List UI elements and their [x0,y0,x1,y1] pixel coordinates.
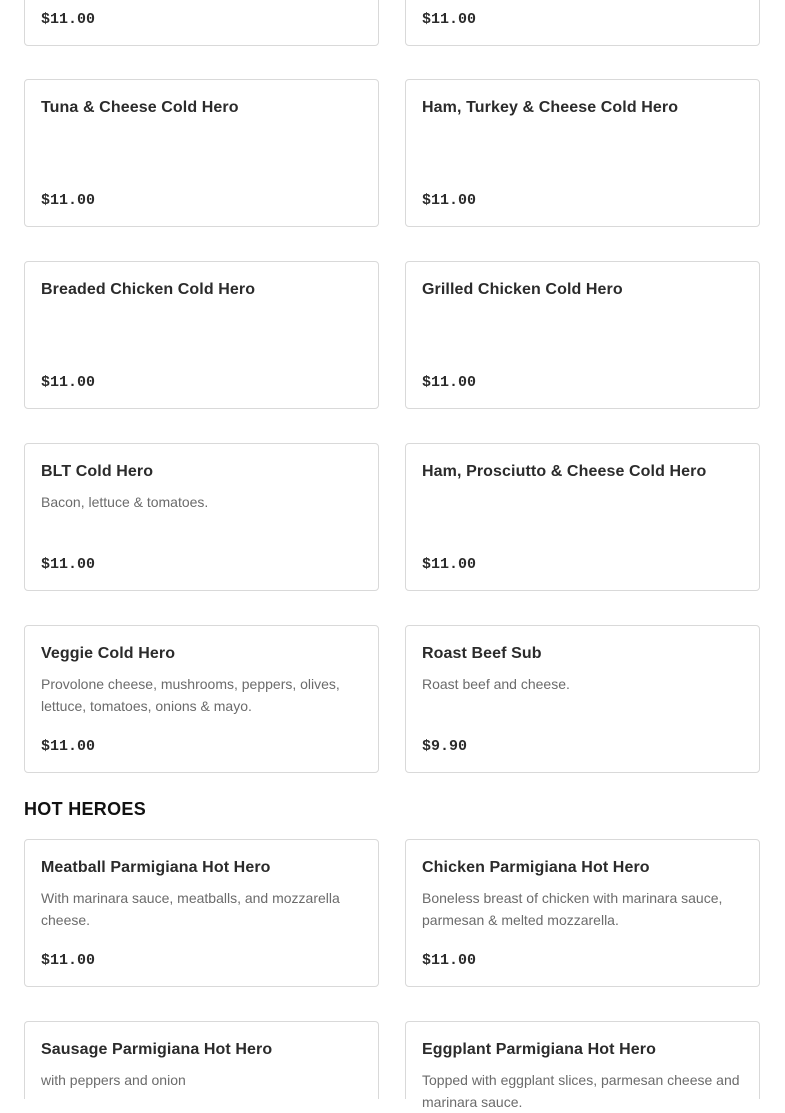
menu-item-card[interactable] [405,1021,760,1110]
item-price: $11.00 [422,952,477,969]
item-price: $11.00 [41,192,96,209]
item-price: $11.00 [41,952,96,969]
item-price: $11.00 [422,192,477,209]
item-description: Roast beef and cheese. [422,676,570,692]
section-title-hot-heroes: HOT HEROES [24,799,147,819]
item-description: Topped with eggplant slices, parmesan cheese and marinara sauce. [422,1072,740,1110]
item-name: Chicken Parmigiana Hot Hero [422,859,650,876]
item-price: $11.00 [41,738,96,755]
item-price: $11.00 [422,556,477,573]
item-price: $11.00 [41,11,96,28]
item-name: Grilled Chicken Cold Hero [422,281,623,298]
menu-item-card[interactable] [405,79,760,227]
item-name: Meatball Parmigiana Hot Hero [41,859,271,876]
menu-item-card[interactable] [24,1021,379,1099]
menu-item-card[interactable] [24,261,379,409]
item-price: $11.00 [422,374,477,391]
item-description: With marinara sauce, meatballs, and mozzarella cheese. [41,890,340,928]
menu-item-card[interactable] [24,79,379,227]
item-name: Sausage Parmigiana Hot Hero [41,1041,273,1058]
item-price: $11.00 [41,374,96,391]
item-name: Veggie Cold Hero [41,645,176,662]
item-price: $11.00 [41,556,96,573]
item-name: Roast Beef Sub [422,645,542,662]
item-name: Eggplant Parmigiana Hot Hero [422,1041,656,1058]
menu-item-card[interactable] [24,625,379,773]
item-description: Provolone cheese, mushrooms, peppers, olives, lettuce, tomatoes, onions & mayo. [41,676,340,714]
menu-item-card[interactable] [405,625,760,773]
menu-item-card[interactable] [405,261,760,409]
menu-item-card[interactable] [405,443,760,591]
item-price: $11.00 [422,11,477,28]
item-name: Ham, Prosciutto & Cheese Cold Hero [422,463,707,480]
item-price: $9.90 [422,738,468,755]
item-name: Ham, Turkey & Cheese Cold Hero [422,99,679,116]
item-description: Bacon, lettuce & tomatoes. [41,494,209,510]
item-name: Tuna & Cheese Cold Hero [41,99,239,116]
menu-item-card[interactable] [24,443,379,591]
item-description: Boneless breast of chicken with marinara sauce, parmesan & melted mozzarella. [422,890,723,928]
menu-item-card[interactable] [24,0,379,46]
item-description: with peppers and onion [41,1072,186,1088]
menu-item-card[interactable] [405,0,760,46]
menu-item-card[interactable] [24,839,379,987]
item-name: BLT Cold Hero [41,463,154,480]
item-name: Breaded Chicken Cold Hero [41,281,256,298]
menu-item-card[interactable] [405,839,760,987]
